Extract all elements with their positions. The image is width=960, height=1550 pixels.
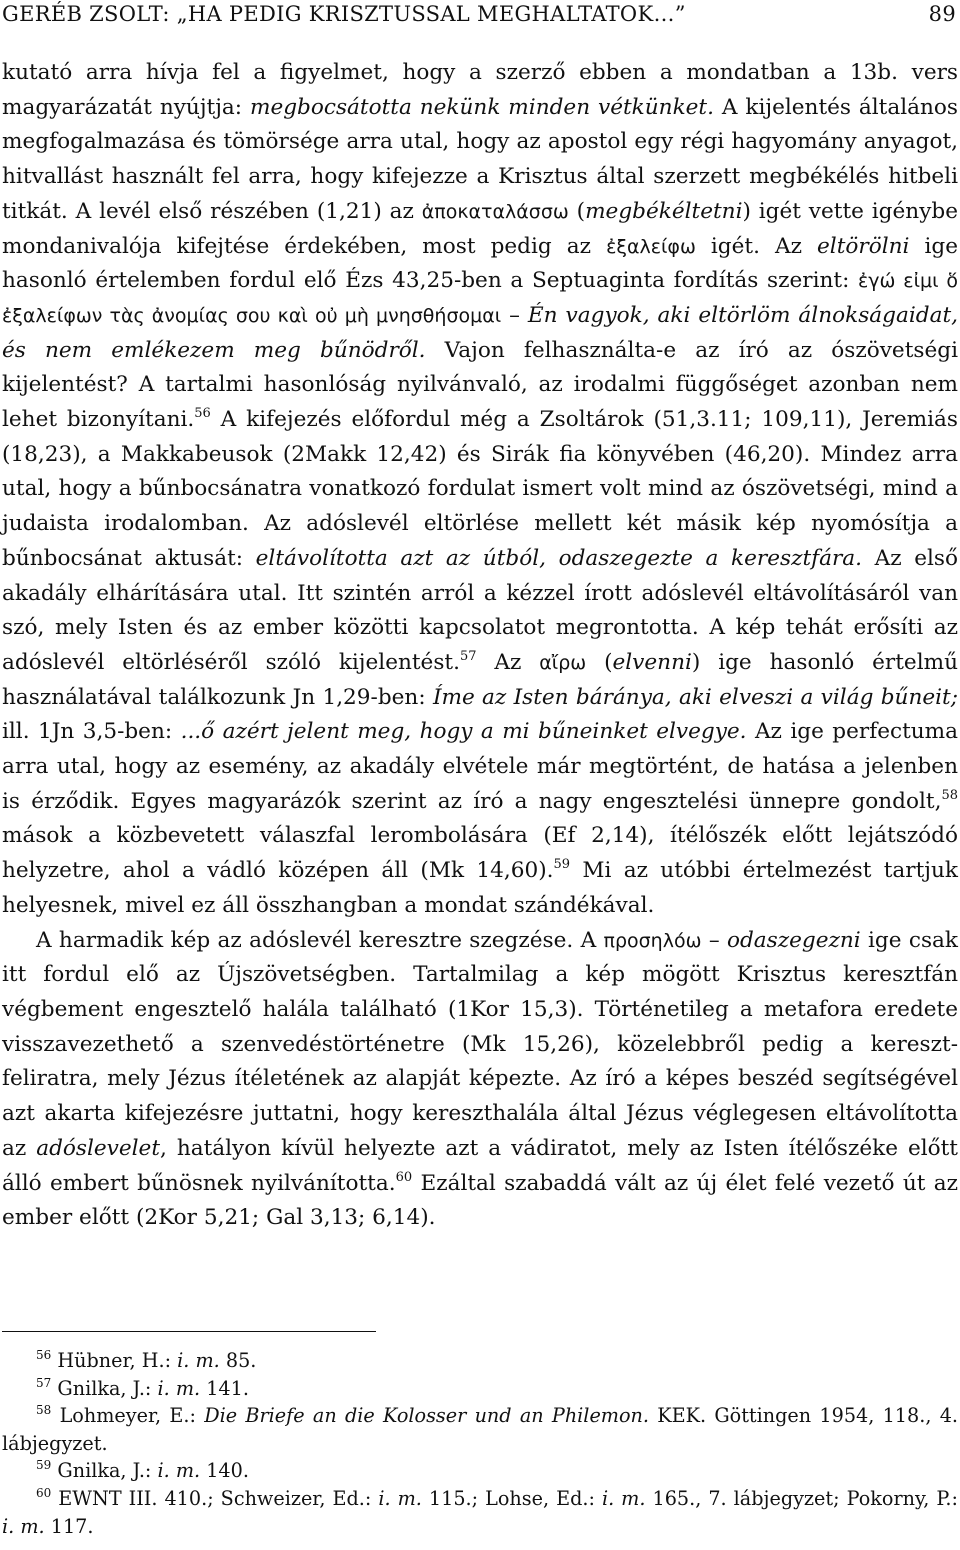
page-number: 89 — [928, 2, 956, 26]
text-run: A kifejezés előfordul még a Zsoltárok (51,3.11; 109,11), Jeremiás (18,23), a Makkabeusok (2Makk 12,42) és Sirák fia könyvében (46,20). Mindez arra utal, hogy a bűnbocsánatra vonatkozó fordulat ismert volt mind az ószövetségi, mind a judaista irodalomban. Az adóslevél eltörlése mellett két másik kép nyomósítja a bűnbocsánat aktusát: — [2, 407, 958, 571]
text-run: Az első akadály elhárítására utal. Itt szintén arról a kézzel írott adóslevél eltávolításáról van szó, mely Isten és az ember közötti kapcsolatot megrontotta. A kép tehát erősíti az adóslevél eltörléséről szóló kijelentést. — [2, 545, 958, 675]
italic-text: Die Briefe an die Kolosser und an Philemon. — [204, 1404, 650, 1428]
footnote — [2, 1347, 958, 1375]
footnote — [2, 1375, 958, 1403]
footnote-ref: 57 — [459, 648, 477, 664]
italic-text: i. m. — [378, 1486, 422, 1510]
italic-text: odaszegezni — [726, 927, 861, 953]
greek-text: προσηλόω — [603, 929, 702, 952]
text-run: ill. 1Jn 3,5-ben: — [2, 719, 181, 745]
greek-text: ἐγώ εἰμι ὅ ἐξαλείφων τὰς ἀνομίας σου καὶ οὐ μὴ μνησθήσομαι — [2, 270, 958, 327]
text-run: igét. Az — [695, 233, 818, 259]
text-run: ( — [586, 649, 613, 675]
footnote-ref: 60 — [395, 1169, 413, 1185]
italic-text: megbocsátotta nekünk minden vétkünket. — [249, 94, 714, 120]
footnote — [2, 1457, 958, 1485]
text-run: ige csak itt fordul elő az Újszövetségben. Tartalmilag a kép mögött Krisztus keresztfán végbement engesztelő halála található (1Kor 15,3). Történetileg a metafora eredete visszavezethető a szenvedéstörténetre (Mk 15,26), közelebbről pedig a keresztfeliratra, mely Jézus ítéletének az alapját képezte. Az író a képes beszéd segítségével azt akarta kifejezésre juttatni, hogy kereszthalála által Jézus véglegesen eltávolította az — [2, 927, 958, 1161]
body-text — [2, 56, 958, 1236]
text-run: KEK. Göttingen 1954, 118., 4. lábjegyzet. — [2, 1404, 959, 1455]
text-run: A kijelentés általános megfogalmazása és tömörsége arra utal, hogy az apostol egy régi hagyomány anyagot, hitvallást használt fel arra, hogy kifejezze a Krisztus által szerzett megbékélés hitbeli titkát. A levél első részében (1,21) az — [2, 94, 958, 224]
paragraph — [2, 924, 958, 1236]
footnote-number: 56 — [36, 1348, 52, 1362]
italic-text: ...ő azért jelent meg, hogy a mi bűneinket elvegye. — [180, 719, 747, 745]
italic-text: adóslevelet — [36, 1135, 161, 1161]
text-run: A harmadik kép az adóslevél keresztre szegzése. A — [36, 927, 604, 953]
footnote — [2, 1485, 958, 1540]
footnotes — [2, 1347, 958, 1540]
italic-text: Íme az Isten báránya, aki elveszi a világ bűneit; — [432, 684, 958, 710]
italic-text: i. m. — [177, 1349, 220, 1372]
text-run: Lohmeyer, E.: — [59, 1404, 205, 1428]
footnote-number: 58 — [36, 1403, 52, 1418]
text-run: 165., 7. lábjegyzet; Pokorny, P.: — [645, 1486, 958, 1510]
text-run: 141. — [200, 1376, 249, 1400]
text-run: 140. — [200, 1459, 249, 1483]
footnote-number: 57 — [36, 1375, 52, 1390]
italic-text: i. m. — [601, 1486, 646, 1510]
footnote-ref: 59 — [553, 857, 571, 873]
text-run: ) igét vette igénybe mondanivalója kifejtése érdekében, most pedig az — [2, 198, 958, 259]
text-run: Gnilka, J.: — [57, 1459, 158, 1483]
greek-text: αἴρω — [539, 651, 587, 674]
italic-text: Én vagyok, aki eltörlöm álnokságaidat, és nem emlékezem meg bűnödről. — [2, 302, 958, 363]
italic-text: megbékéltetni — [585, 198, 743, 224]
footnote-ref: 56 — [194, 406, 211, 422]
italic-text: i. m. — [157, 1376, 201, 1400]
footnote-number: 60 — [36, 1485, 52, 1500]
text-run: Hübner, H.: — [57, 1349, 178, 1372]
text-run: Ezáltal szabaddá vált az új élet felé vezető út az ember előtt (2Kor 5,21; Gal 3,13; 6,14). — [2, 1170, 958, 1231]
italic-text: i. m. — [2, 1514, 45, 1538]
text-run: , hatályon kívül helyezte azt a vádiratot, mely az Isten ítélőszéke előtt álló embert bűnösnek nyilvánította. — [2, 1135, 958, 1196]
text-run: ( — [568, 198, 586, 224]
page-header — [2, 2, 958, 32]
text-run: Az ige perfectuma arra utal, hogy az esemény, az akadály elvétele már megtörtént, de hatása a jelenben is érződik. Egyes magyarázók szerint az író a nagy engesztelési ünnepre gondolt, — [2, 719, 959, 814]
italic-text: eltörölni — [817, 233, 910, 259]
running-title: GERÉB ZSOLT: „HA PEDIG KRISZTUSSAL MEGHALTATOK…” — [2, 2, 686, 26]
text-run: EWNT III. 410.; Schweizer, Ed.: — [58, 1486, 379, 1510]
italic-text: eltávolította azt az útból, odaszegezte a keresztfára. — [255, 545, 863, 571]
text-run: kutató arra hívja fel a figyelmet, hogy a szerző ebben a mondatban a 13b. vers magyarázatát nyújtja: — [2, 60, 958, 120]
footnote-number: 59 — [36, 1458, 52, 1473]
text-run: ) ige hasonló értelmű használatával találkozunk Jn 1,29-ben: — [2, 649, 958, 710]
text-run: ige hasonló értelemben fordul elő Ézs 43,25-ben a Septuaginta fordítás szerint: — [2, 233, 958, 294]
text-run: 115.; Lohse, Ed.: — [421, 1486, 602, 1510]
text-run: 85. — [219, 1349, 257, 1372]
text-run: mások a közbevetett válaszfal lerombolására (Ef 2,14), ítélőszék előtt lejátszódó helyzetre, ahol a vádló középen áll (Mk 14,60). — [2, 823, 958, 884]
greek-text: ἀποκαταλάσσω — [421, 200, 569, 223]
text-run: Mi az utóbbi értelmezést tartjuk helyesnek, mivel ez áll összhangban a mondat szándékával. — [2, 858, 958, 918]
text-run: – — [501, 302, 528, 328]
text-run: 117. — [44, 1514, 94, 1538]
text-run: Az — [476, 649, 540, 675]
italic-text: elvenni — [612, 649, 692, 675]
footnote-separator — [2, 1331, 376, 1332]
italic-text: i. m. — [157, 1459, 201, 1483]
footnote — [2, 1402, 958, 1457]
greek-text: ἐξαλείφω — [606, 235, 696, 258]
footnote-ref: 58 — [941, 787, 958, 803]
text-run: – — [701, 927, 727, 953]
paragraph — [2, 56, 958, 924]
text-run: Gnilka, J.: — [57, 1376, 158, 1400]
text-run: Vajon felhasználta-e az író az ószövetségi kijelentést? A tartalmi hasonlóság nyilvánvaló, az irodalmi függőséget azonban nem lehet bizonyítani. — [2, 337, 958, 433]
